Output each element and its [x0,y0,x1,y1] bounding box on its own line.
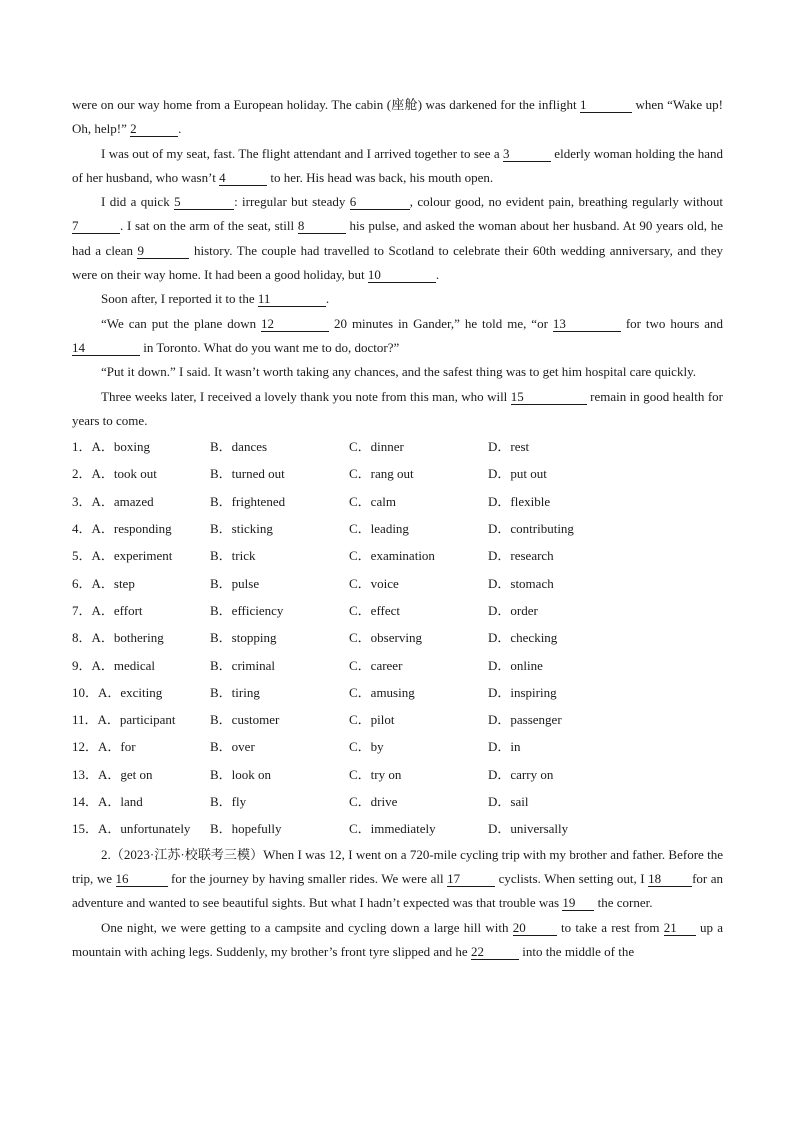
blank-16[interactable]: 16 [116,872,168,887]
blank-6[interactable]: 6 [350,195,410,210]
passage1-paragraph-6: “Put it down.” I said. It wasn’t worth taking any chances, and the safest thing was to get him hospital care quickly. [101,364,696,380]
option-row: 5．A．experiment B．trick C．examination D．research [72,548,554,564]
blank-1[interactable]: 1 [580,98,632,113]
option-row: 1．A．boxing B．dances C．dinner D．rest [72,439,530,455]
document-page [72,93,723,964]
option-row: 2．A．took out B．turned out C．rang out D．put out [72,466,547,482]
blank-14[interactable]: 14 [72,341,140,356]
option-row: 8．A．bothering B．stopping C．observing D．checking [72,630,558,646]
blank-13[interactable]: 13 [553,317,621,332]
option-row: 7．A．effort B．efficiency C．effect D．order [72,602,538,618]
passage2-paragraph-2: One night, we were getting to a campsite and cycling down a large hill with 20 to take a rest from 21 up a mountain with aching legs. Suddenly, my brother’s front tyre slipped and he 22 into the middle of the [72,919,723,959]
blank-7[interactable]: 7 [72,219,120,234]
option-row: 4．A．responding B．sticking C．leading D．contributing [72,521,574,537]
option-row: 13．A．get on B．look on C．try on D．carry on [72,766,554,782]
blank-3[interactable]: 3 [503,147,551,162]
blank-20[interactable]: 20 [513,921,557,936]
option-row: 15．A．unfortunately B．hopefully C．immediately D．universally [72,821,569,837]
blank-9[interactable]: 9 [137,244,189,259]
option-row: 14．A．land B．fly C．drive D．sail [72,794,529,810]
option-row: 3．A．amazed B．frightened C．calm D．flexible [72,493,551,509]
passage1-paragraph-1: were on our way home from a European holiday. The cabin (座舱) was darkened for the inflight 1 when “Wake up! Oh, help!” 2 . [72,97,723,137]
blank-21[interactable]: 21 [664,921,696,936]
blank-4[interactable]: 4 [219,171,267,186]
option-row: 6．A．step B．pulse C．voice D．stomach [72,575,554,591]
blank-5[interactable]: 5 [174,195,234,210]
blank-19[interactable]: 19 [562,896,594,911]
option-row: 12．A．for B．over C．by D．in [72,739,521,755]
blank-15[interactable]: 15 [511,390,587,405]
blank-8[interactable]: 8 [298,219,346,234]
blank-11[interactable]: 11 [258,292,326,307]
blank-17[interactable]: 17 [447,872,495,887]
passage1-paragraph-2: I was out of my seat, fast. The flight attendant and I arrived together to see a 3 elderly woman holding the hand of her husband, who wasn’t 4 to her. His head was back, his mouth open. [72,145,723,185]
passage1-paragraph-4: Soon after, I reported it to the 11 . [101,291,330,307]
passage1-paragraph-5: “We can put the plane down 12 20 minutes in Gander,” he told me, “or 13 for two hours and 14 in Toronto. What do you want me to do, doctor?” [72,315,723,355]
blank-2[interactable]: 2 [130,122,178,137]
blank-18[interactable]: 18 [648,872,692,887]
blank-22[interactable]: 22 [471,945,519,960]
passage1-paragraph-3: I did a quick 5 : irregular but steady 6 , colour good, no evident pain, breathing regularly without 7 . I sat on the arm of the seat, still 8 his pulse, and asked the woman about her husband. At 90 years old, he had a clean 9 history. The couple had travelled to Scotland to celebrate their 60th wedding anniversary, and they were on their way home. It had been a good holiday, but 10 . [72,194,723,283]
passage2-paragraph-1: 2.（2023·江苏·校联考三模）When I was 12, I went on a 720-mile cycling trip with my brother and father. Before the trip, we 16 for the journey by having smaller rides. We were all 17 cyclists. When setting out, I 18 for an adventure and wanted to see beautiful sights. But what I hadn’t expected was that trouble was 19 the corner. [72,846,724,911]
blank-12[interactable]: 12 [261,317,329,332]
option-row: 10．A．exciting B．tiring C．amusing D．inspiring [72,684,557,700]
blank-10[interactable]: 10 [368,268,436,283]
option-row: 9．A．medical B．criminal C．career D．online [72,657,543,673]
option-row: 11．A．participant B．customer C．pilot D．passenger [72,712,562,728]
options-list [72,433,723,842]
passage1-paragraph-7: Three weeks later, I received a lovely thank you note from this man, who will 15 remain in good health for years to come. [72,388,723,428]
